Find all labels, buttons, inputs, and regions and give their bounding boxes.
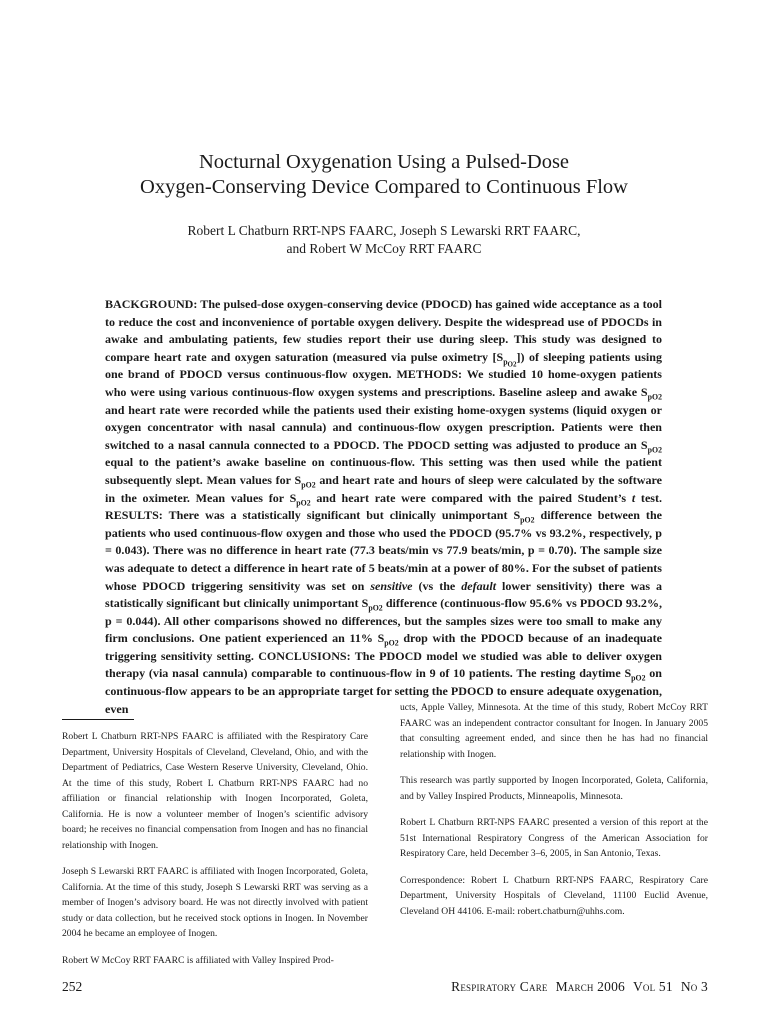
footnotes-right-column (400, 700, 708, 930)
journal-info (443, 977, 708, 997)
author-line-2: and Robert W McCoy RRT FAARC (286, 241, 482, 256)
footnote-divider (62, 719, 134, 720)
footnote-presentation: Robert L Chatburn RRT-NPS FAARC presented a version of this report at the 51st International Respiratory Congress of the American Association for Respiratory Care, held December 3–6, 2005, in San Antonio, Texas. (400, 817, 708, 859)
abstract: BACKGROUND: The pulsed-dose oxygen-conserving device (PDOCD) has gained wide acceptance as a tool to reduce the cost and inconvenience of portable oxygen delivery. Despite the widespread use of PDOCDs in awake and ambulating patients, few studies report their use during sleep. This study was designed to compare heart rate and oxygen saturation (measured via pulse oximetry $[S_{p_{O2}}]$) of sleeping patients using one brand of PDOCD versus continuous-flow oxygen. METHODS: We studied 10 home-oxygen patients who were using various continuous-flow oxygen systems and prescriptions. Baseline asleep and awake $S_{pO2}$ and heart rate were recorded while the patients used their existing home-oxygen systems (liquid oxygen or oxygen concentrator with nasal cannula) and continuous-flow oxygen prescription. Patients were then switched to a nasal cannula connected to a PDOCD. The PDOCD setting was adjusted to produce an $S_{pO2}$ equal to the patient’s awake baseline on continuous-flow. This setting was then used while the patient subsequently slept. Mean values for $S_{pO2}$ and heart rate and hours of sleep were calculated by the software in the oximeter. Mean values for $S_{pO2}$ and heart rate were compared with the paired Student’s t test. RESULTS: There was a statistically significant but clinically unimportant $S_{pO2}$ difference between the patients who used continuous-flow oxygen and those who used the PDOCD (95.7% vs 93.2%, respectively, p = 0.043). There was no difference in heart rate (77.3 beats/min vs 77.9 beats/min, p = 0.70). The sample size was adequate to detect a difference in heart rate of 5 beats/min at a power of 80%. For the subset of patients whose PDOCD triggering sensitivity was set on sensitive (vs the default lower sensitivity) there was a statistically significant but clinically unimportant $S_{pO2}$ difference (continuous-flow 95.6% vs PDOCD 93.2%, p = 0.044). All other comparisons showed no differences, but the samples sizes were too small to make any firm conclusions. One patient experienced an 11% $S_{pO2}$ drop with the PDOCD because of an inadequate triggering sensitivity setting. CONCLUSIONS: The PDOCD model we studied was able to deliver oxygen therapy (via nasal cannula) comparable to continuous-flow in 9 of 10 patients. The resting daytime $S_{pO2}$ on continuous-flow appears to be an appropriate target for setting the PDOCD to ensure adequate oxygenation, even (105, 297, 663, 716)
footnote-lewarski-affiliation: Joseph S Lewarski RRT FAARC is affiliated with Inogen Incorporated, Goleta, California. At the time of this study, Joseph S Lewarski RRT was serving as a member of Inogen’s advisory board. He was not directly involved with patient study or data collection, but he received stock options in Inogen. In November 2004 he became an employee of Inogen. (62, 866, 368, 939)
footnote-mccoy-affiliation: Robert W McCoy RRT FAARC is affiliated with Valley Inspired Prod- (62, 954, 334, 966)
article-title (60, 150, 708, 200)
author-list (60, 222, 708, 258)
footnote-chatburn-affiliation: Robert L Chatburn RRT-NPS FAARC is affiliated with the Respiratory Care Department, University Hospitals of Cleveland, Cleveland, Ohio, and with the Department of Pediatrics, Case Western Reserve University, Cleveland, Ohio. At the time of this study, Robert L Chatburn RRT-NPS FAARC had no affiliation or financial relationship with Inogen Incorporated, Goleta, California. He is now a volunteer member of Inogen’s scientific advisory board; he receives no financial compensation from Inogen and has no financial relationship with Inogen. (62, 731, 368, 851)
title-line-2: Oxygen-Conserving Device Compared to Continuous Flow (140, 176, 628, 198)
issue-number: No 3 (680, 979, 708, 994)
issue-date: March 2006 (555, 979, 625, 994)
footnote-correspondence: Correspondence: Robert L Chatburn RRT-NPS FAARC, Respiratory Care Department, University Hospitals of Cleveland, 11100 Euclid Avenue, Cleveland OH 44106. E-mail: robert.chatburn@uhhs.com. (400, 874, 708, 917)
footnotes-left-column (62, 729, 368, 979)
title-line-1: Nocturnal Oxygenation Using a Pulsed-Dose (198, 151, 570, 173)
footnote-mccoy-continued: ucts, Apple Valley, Minnesota. At the time of this study, Robert McCoy RRT FAARC was an independent contractor consultant for Inogen. In January 2005 that consulting agreement ended, and since then he has had no financial relationship with Inogen. (400, 702, 708, 760)
page-number: 252 (62, 979, 83, 994)
journal-name: Respiratory Care (451, 979, 548, 994)
author-line-1: Robert L Chatburn RRT-NPS FAARC, Joseph S Lewarski RRT FAARC, (187, 223, 581, 238)
page-footer (62, 977, 708, 997)
footnote-funding: This research was partly supported by Inogen Incorporated, Goleta, California, and by Valley Inspired Products, Minneapolis, Minnesota. (400, 775, 708, 802)
volume: Vol 51 (632, 979, 673, 994)
